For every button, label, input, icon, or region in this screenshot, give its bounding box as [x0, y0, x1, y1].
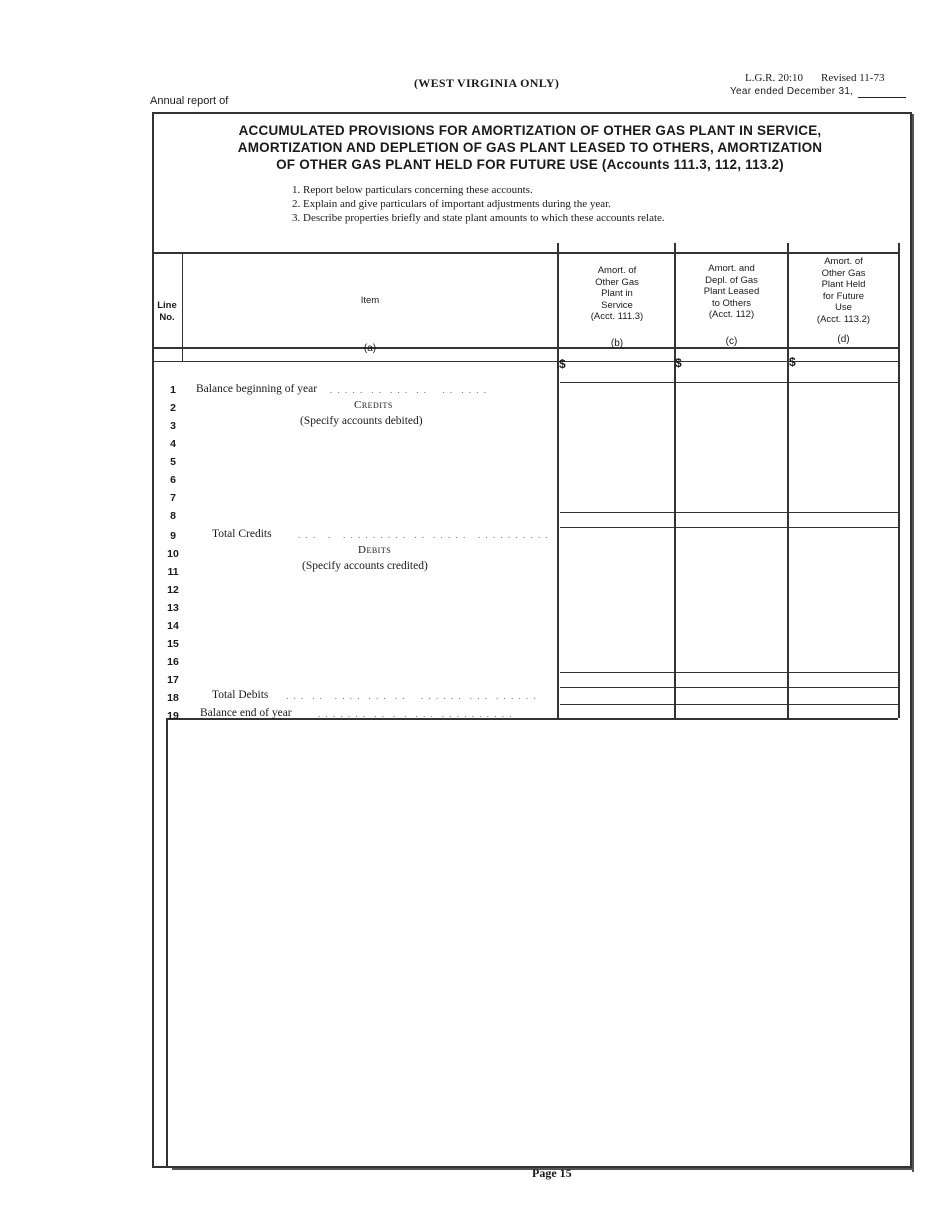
line-number: 5 — [170, 456, 176, 468]
item-header: Item — [360, 295, 380, 306]
total-credits-bottom-rule — [560, 527, 898, 528]
form-id: L.G.R. 20:10 — [745, 72, 804, 84]
row-balance-beginning: Balance beginning of year — [196, 383, 318, 395]
line-number: 19 — [167, 710, 179, 722]
line-number: 12 — [167, 584, 179, 596]
title-line-2: AMORTIZATION AND DEPLETION OF GAS PLANT LEASED TO OTHERS, AMORTIZATION — [237, 140, 823, 155]
col-b-line: Service — [601, 299, 633, 311]
line-number: 17 — [167, 674, 179, 686]
col-b-line: (Acct. 111.3) — [590, 311, 644, 322]
line-number: 9 — [170, 530, 176, 542]
col-c-line: Amort. and — [708, 263, 755, 274]
row-balance-end: Balance end of year — [200, 707, 292, 719]
row-total-debits: Total Debits — [212, 689, 269, 701]
form-title — [190, 122, 870, 173]
row1-rule — [560, 382, 898, 383]
line-number: 11 — [167, 566, 179, 578]
line-number: 10 — [167, 548, 179, 560]
table-right-vrule — [898, 243, 900, 718]
line-number: 13 — [167, 602, 179, 614]
balance-end-rule — [560, 704, 898, 705]
col-d-letter: (d) — [837, 334, 850, 345]
year-ended-field[interactable] — [858, 97, 906, 98]
line-number: 2 — [170, 402, 176, 414]
line-number: 16 — [167, 656, 179, 668]
debits-note: (Specify accounts credited) — [302, 560, 428, 572]
lineno-vrule — [182, 252, 183, 362]
col-c-currency: $ — [675, 356, 682, 370]
col-b-line: Other Gas — [595, 276, 639, 288]
col-c-line: to Others — [711, 297, 752, 309]
revision-label: Revised 11-73 — [821, 72, 885, 84]
col-d-line: Amort. of — [824, 256, 863, 267]
col-d-line: for Future — [822, 290, 865, 302]
state-label: (WEST VIRGINIA ONLY) — [414, 76, 560, 90]
line-number: 1 — [170, 384, 176, 396]
col-c-line: Depl. of Gas — [705, 274, 758, 286]
instruction-1: 1. Report below particulars concerning these accounts. — [292, 184, 533, 196]
line-number: 6 — [170, 474, 176, 486]
col-b-currency: $ — [559, 357, 566, 371]
col-c-header — [676, 263, 787, 321]
col-c-letter: (c) — [725, 336, 738, 347]
line-number: 4 — [170, 438, 176, 450]
col-b-header — [560, 265, 674, 323]
debits-heading: Debits — [358, 544, 392, 556]
col-d-line: Plant Held — [821, 279, 866, 290]
col-c-line: (Acct. 112) — [708, 309, 755, 320]
line-number: 15 — [167, 638, 179, 650]
credits-heading: Credits — [354, 399, 393, 411]
col-d-currency: $ — [789, 355, 796, 369]
line-number: 14 — [167, 620, 179, 632]
col-d-line: Other Gas — [821, 267, 866, 279]
col-d-line: Use — [835, 302, 852, 313]
line-number: 7 — [170, 492, 176, 504]
leader-dots: . . . . . . . . . . . . . . . . . . . . . . . . . . . . . — [286, 691, 538, 701]
title-line-1: ACCUMULATED PROVISIONS FOR AMORTIZATION OF OTHER GAS PLANT IN SERVICE, — [238, 123, 822, 138]
line-number: 3 — [170, 420, 176, 432]
title-line-3: OF OTHER GAS PLANT HELD FOR FUTURE USE (Accounts 111.3, 112, 113.2) — [276, 157, 784, 172]
credits-note: (Specify accounts debited) — [300, 415, 423, 427]
instruction-2: 2. Explain and give particulars of important adjustments during the year. — [292, 198, 611, 210]
col-b-vrule — [557, 243, 559, 718]
col-c-line: Plant Leased — [703, 286, 760, 297]
line-number: 18 — [167, 692, 179, 704]
notes-left-rule — [166, 718, 168, 1168]
total-debits-top-rule — [560, 672, 898, 673]
leader-dots: . . . . . . . . . . . . . . . . . . . . . . . . . . . . . . — [298, 530, 550, 540]
col-d-line: (Acct. 113.2) — [816, 313, 871, 325]
item-col-letter: (a) — [363, 343, 377, 354]
year-ended-label: Year ended December 31, — [730, 86, 854, 97]
page-number: Page 15 — [532, 1166, 572, 1180]
total-credits-top-rule — [560, 512, 898, 513]
row-total-credits: Total Credits — [212, 528, 272, 540]
leader-dots: . . . . . . . . . . . . . . . . . . . . . . . . — [318, 709, 513, 719]
line-number: 8 — [170, 510, 176, 522]
col-d-header — [789, 256, 898, 325]
col-b-letter: (b) — [610, 338, 624, 349]
col-b-line: Amort. of — [597, 265, 637, 276]
instruction-3: 3. Describe properties briefly and state plant amounts to which these accounts relate. — [292, 212, 665, 224]
leader-dots: . . . . . . . . . . . . . . . . . . — [330, 385, 488, 395]
line-no-header: Line No. — [157, 300, 177, 323]
total-debits-mid-rule — [560, 687, 898, 688]
col-b-line: Plant in — [601, 288, 633, 299]
annual-report-of-label: Annual report of — [150, 95, 229, 107]
frame-shadow-right — [912, 114, 914, 1172]
